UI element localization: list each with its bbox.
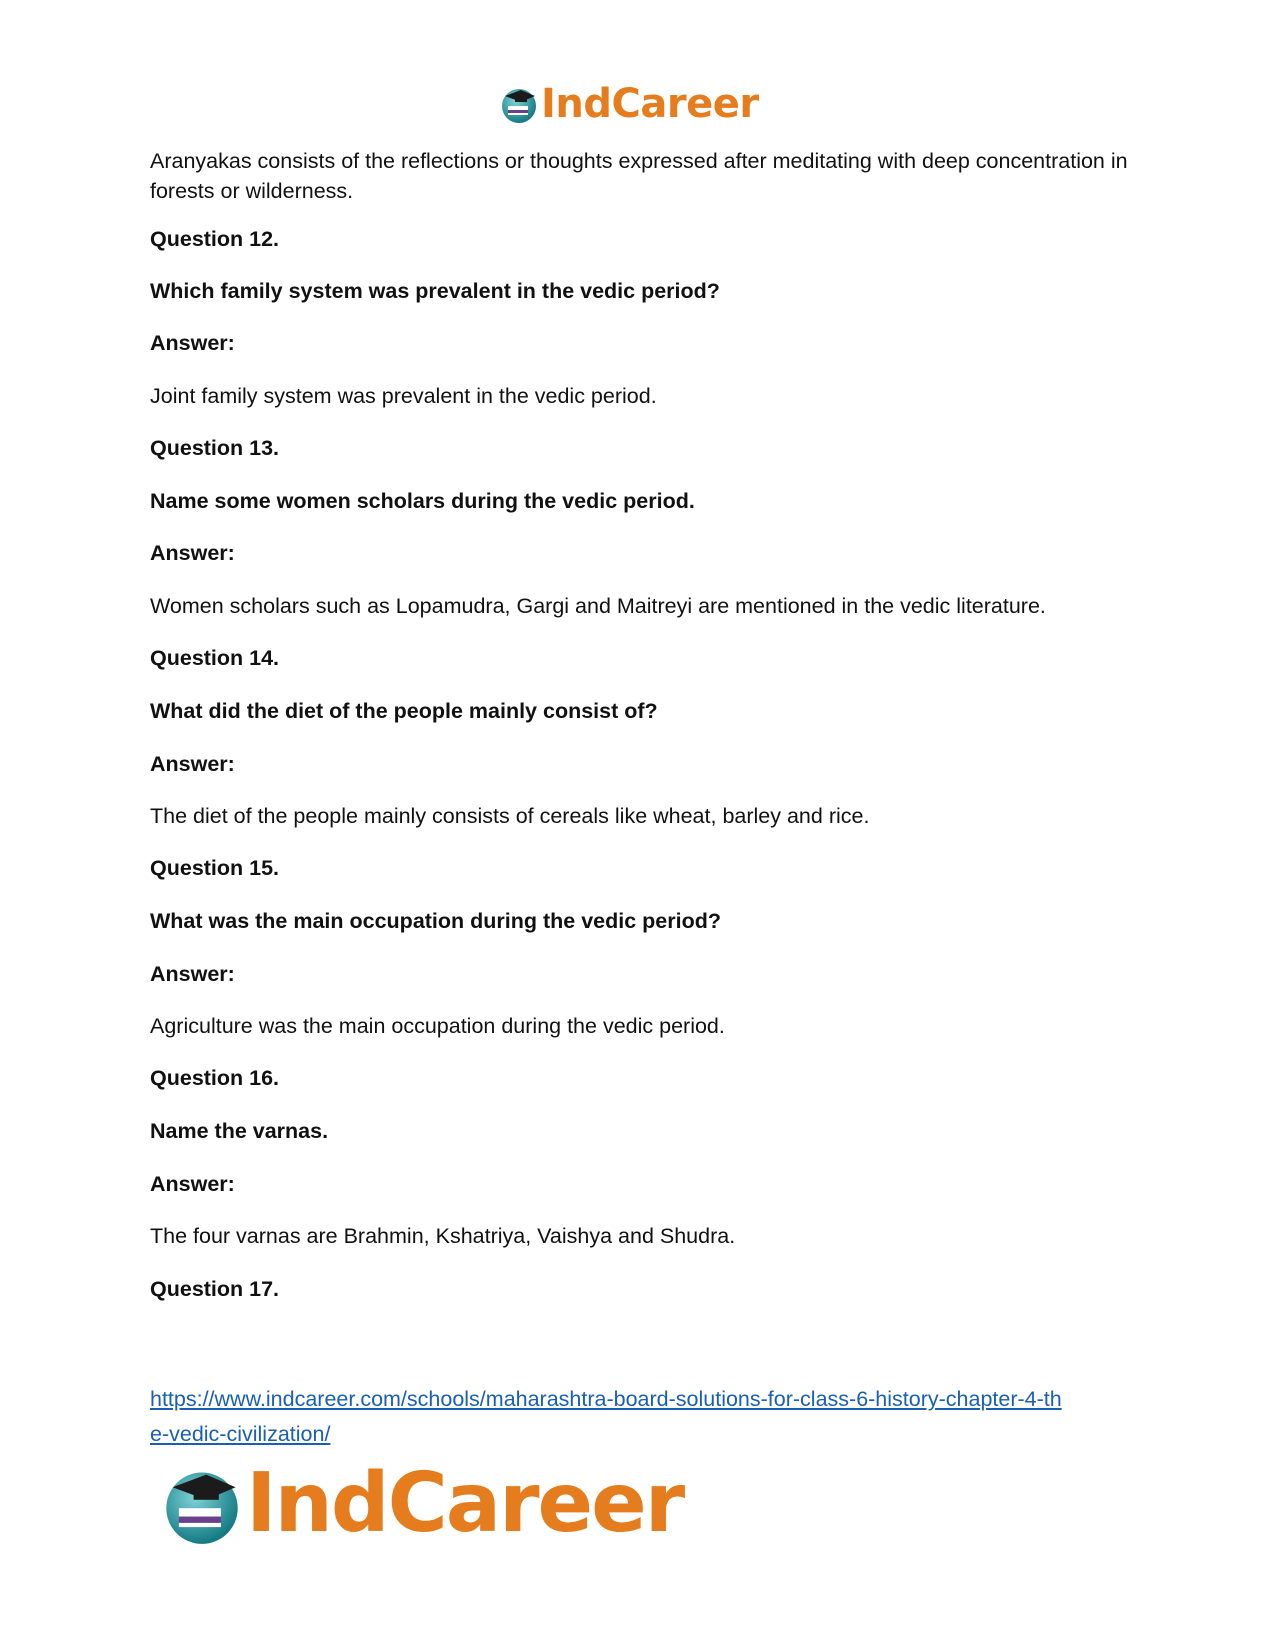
question-text: Name the varnas. [150, 1119, 329, 1143]
question-number: Question 12. [150, 227, 280, 251]
question-number: Question 17. [150, 1277, 280, 1301]
answer-text: The four varnas are Brahmin, Kshatriya, Vaishya and Shudra. [150, 1224, 736, 1248]
answer-label: Answer: [150, 962, 235, 986]
globe-graduation-cap-icon [160, 1462, 244, 1546]
question-number: Question 14. [150, 646, 280, 670]
answer-text: Women scholars such as Lopamudra, Gargi and Maitreyi are mentioned in the vedic literature. [150, 594, 1046, 618]
answer-label: Answer: [150, 541, 235, 565]
question-number: Question 13. [150, 436, 280, 460]
question-number: Question 16. [150, 1066, 280, 1090]
chapter-link-line-1[interactable]: https://www.indcareer.com/schools/maharashtra-board-solutions-for-class-6-history-chapter-4-th [150, 1387, 1062, 1411]
question-text: What was the main occupation during the vedic period? [150, 909, 721, 933]
chapter-link[interactable] [150, 1382, 1150, 1452]
question-text: Name some women scholars during the vedic period. [150, 489, 695, 513]
header-logo [499, 78, 759, 130]
footer-logo [160, 1456, 684, 1551]
answer-label: Answer: [150, 1172, 235, 1196]
globe-graduation-cap-icon [499, 84, 539, 124]
question-number: Question 15. [150, 856, 280, 880]
intro-paragraph: Aranyakas consists of the reflections or thoughts expressed after meditating with deep concentration in forests or wilderness. [150, 149, 1128, 203]
logo-text: IndCareer [246, 1456, 684, 1551]
question-text: What did the diet of the people mainly consist of? [150, 699, 658, 723]
answer-text: The diet of the people mainly consists of cereals like wheat, barley and rice. [150, 804, 870, 828]
document-body [150, 146, 1150, 1301]
answer-text: Joint family system was prevalent in the vedic period. [150, 384, 657, 408]
logo-text: IndCareer [541, 81, 759, 127]
chapter-link-line-2[interactable]: e-vedic-civilization/ [150, 1422, 331, 1446]
question-text: Which family system was prevalent in the vedic period? [150, 279, 720, 303]
answer-label: Answer: [150, 752, 235, 776]
answer-label: Answer: [150, 331, 235, 355]
answer-text: Agriculture was the main occupation during the vedic period. [150, 1014, 725, 1038]
